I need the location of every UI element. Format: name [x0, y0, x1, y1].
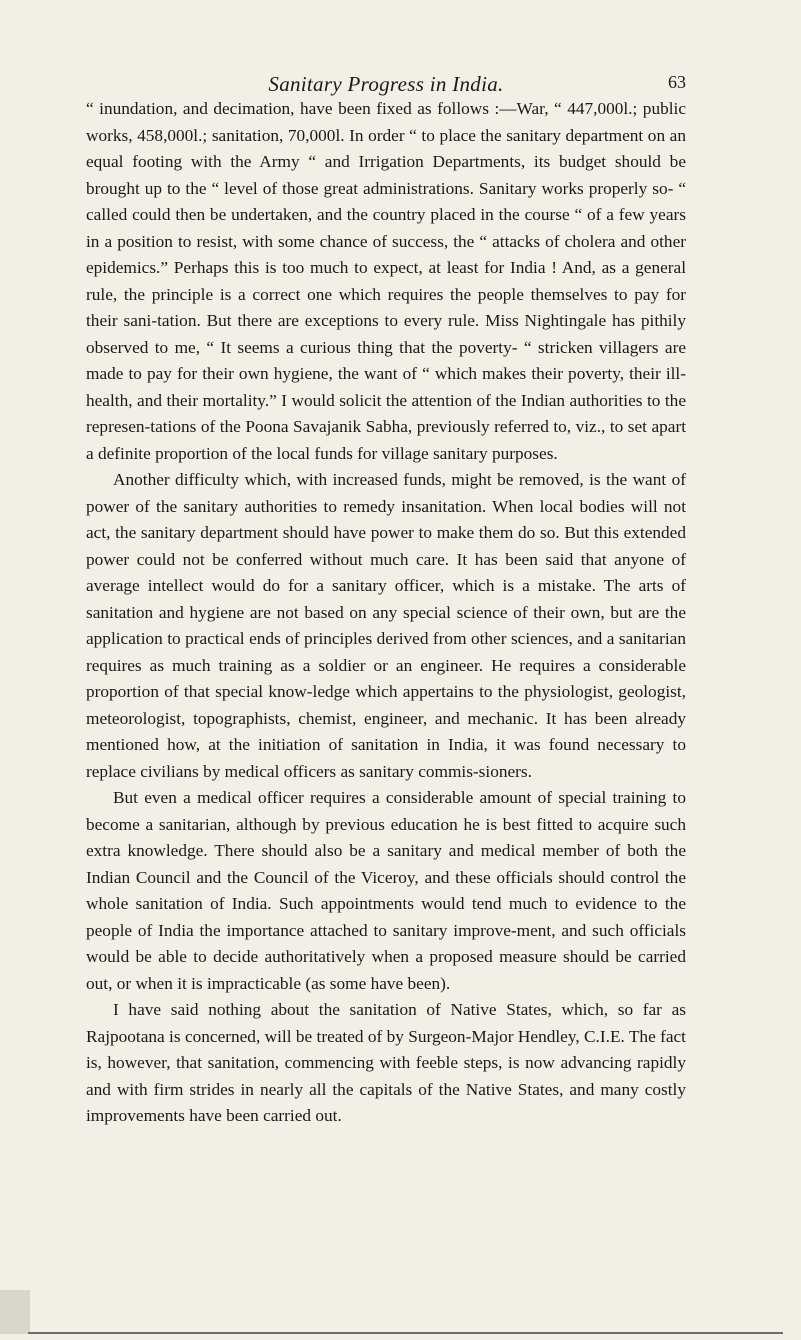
paragraph-3: But even a medical officer requires a considerable amount of special training to become a sanitarian, although by previous education he is best fitted to acquire such extra knowledge. There should also be a sanitary and medical member of both the Indian Council and the Council of the Viceroy, and these officials should control the whole sanitation of India. Such appointments would tend much to evidence to the people of India the importance attached to sanitary improve-ment, and such officials would be able to decide authoritatively when a proposed measure should be carried out, or when it is impracticable (as some have been). [86, 788, 686, 993]
bottom-rule [28, 1332, 783, 1334]
running-title: Sanitary Progress in India. [268, 72, 504, 96]
paragraph-4: I have said nothing about the sanitation of Native States, which, so far as Rajpootana is concerned, will be treated of by Surgeon-Major Hendley, C.I.E. The fact is, however, that sanitation, commencing with feeble steps, is now advancing rapidly and with firm strides in nearly all the capitals of the Native States, and many costly improvements have been carried out. [86, 1000, 686, 1125]
paragraph-2: Another difficulty which, with increased funds, might be removed, is the want of power of the sanitary authorities to remedy insanitation. When local bodies will not act, the sanitary department should have power to make them do so. But this extended power could not be conferred without much care. It has been said that anyone of average intellect would do for a sanitary officer, which is a mistake. The arts of sanitation and hygiene are not based on any special science of their own, but are the application to practical ends of principles derived from other sciences, and a sanitarian requires as much training as a soldier or an engineer. He requires a considerable proportion of that special know-ledge which appertains to the physiologist, geologist, meteorologist, topographists, chemist, engineer, and mechanic. It has been already mentioned how, at the initiation of sanitation in India, it was found necessary to replace civilians by medical officers as sanitary commis-sioners. [86, 470, 686, 781]
paragraph-1: “ inundation, and decimation, have been fixed as follows :—War, “ 447,000l.; public works, 458,000l.; sanitation, 70,000l. In order “ to place the sanitary department on an equal footing with the Army “ and Irrigation Departments, its budget should be brought up to the “ level of those great administrations. Sanitary works properly so- “ called could then be undertaken, and the country placed in the course “ of a few years in a position to resist, with some chance of success, the “ attacks of cholera and other epidemics.” Perhaps this is too much to expect, at least for India ! And, as a general rule, the principle is a correct one which requires the people themselves to pay for their sani-tation. But there are exceptions to every rule. Miss Nightingale has pithily observed to me, “ It seems a curious thing that the poverty- “ stricken villagers are made to pay for their own hygiene, the want of “ which makes their poverty, their ill-health, and their mortality.” I would solicit the attention of the Indian authorities to the represen-tations of the Poona Savajanik Sabha, previously referred to, viz., to set apart a definite proportion of the local funds for village sanitary purposes. [86, 99, 686, 463]
page-number: 63 [668, 72, 686, 92]
scan-edge-shadow [0, 1290, 30, 1334]
body-text [86, 96, 686, 1130]
page-header [86, 72, 686, 98]
